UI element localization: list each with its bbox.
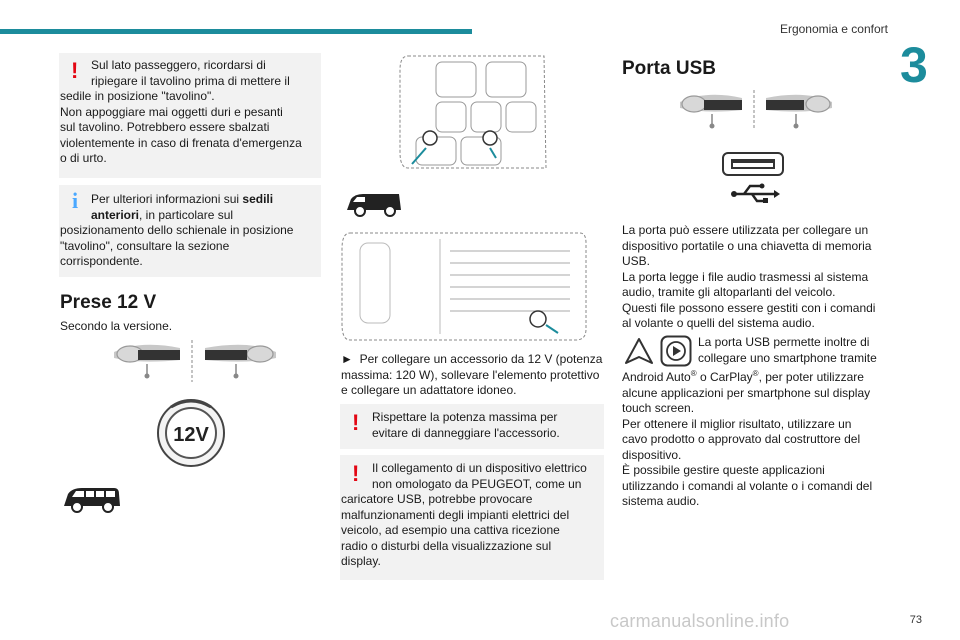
usb-line: La porta legge i file audio trasmessi al sistema xyxy=(622,269,869,284)
instruction-12v xyxy=(341,352,606,399)
warning-icon: ! xyxy=(352,410,360,435)
steering-position-illustration xyxy=(110,338,280,383)
mpv-side-icon xyxy=(62,484,122,516)
warning-line: veicolo, ad esempio una cattiva ricezione xyxy=(341,523,560,537)
page-number: 73 xyxy=(909,614,922,626)
watermark: carmanualsonline.info xyxy=(610,611,790,631)
instruction-marker: ► xyxy=(341,352,353,366)
usb-line: alcune applicazioni per smartphone sul display xyxy=(622,385,871,400)
usb-text: , per poter utilizzare xyxy=(758,370,864,384)
steering-position-illustration-usb xyxy=(676,88,836,132)
usb-line: USB. xyxy=(622,254,651,268)
usb-line: al volante o quelli del sistema audio. xyxy=(622,316,815,330)
info-line: posizionamento dello schienale in posizione xyxy=(60,223,294,237)
section-title: Ergonomia e confort xyxy=(779,22,888,36)
android-auto-text: Android Auto xyxy=(622,370,691,384)
registered-mark: ® xyxy=(752,369,759,378)
warning-text-seat-table xyxy=(60,58,318,167)
left-hand-drive-icon xyxy=(114,345,180,379)
usb-line: dispositivo. xyxy=(622,447,682,462)
heading-12v-sockets: Prese 12 V xyxy=(60,292,157,313)
heading-usb-port: Porta USB xyxy=(622,58,716,79)
info-text-bold: sedili xyxy=(242,192,274,206)
instruction-line: Per collegare un accessorio da 12 V (potenza xyxy=(359,352,603,366)
warning-line: Non appoggiare mai oggetti duri e pesanti xyxy=(60,104,283,119)
usb-line: utilizzando i comandi al volante o i comandi del xyxy=(622,478,873,493)
info-line: "tavolino", consultare la sezione xyxy=(60,238,230,253)
left-hand-drive-icon xyxy=(680,95,742,129)
van-load-floor-top-view xyxy=(340,229,588,344)
warning-line: Sul lato passeggero, ricordarsi di xyxy=(91,58,266,72)
warning-line: radio o disturbi della visualizzazione sul xyxy=(341,538,552,553)
info-icon: i xyxy=(72,188,79,213)
usb-text: o CarPlay xyxy=(696,370,753,384)
warning-line: malfunzionamenti degli impianti elettrici del xyxy=(341,507,570,522)
warning-text-max-power xyxy=(341,410,601,441)
12v-socket-illustration xyxy=(153,393,229,469)
usb-line: È possibile gestire queste applicazioni xyxy=(622,463,825,477)
warning-line: sedile in posizione "tavolino". xyxy=(60,89,215,103)
usb-line: Questi file possono essere gestiti con i comandi xyxy=(622,300,876,315)
mpv-interior-top-view xyxy=(396,52,552,172)
info-text-bold: anteriori xyxy=(91,207,140,222)
usb-paragraph-2 xyxy=(622,335,884,510)
usb-line: Per ottenere il miglior risultato, utilizzare un xyxy=(622,416,852,431)
info-text: Per ulteriori informazioni sui xyxy=(91,192,243,206)
registered-mark: ® xyxy=(690,369,697,378)
warning-line: o di urto. xyxy=(60,151,107,165)
info-line: corrispondente. xyxy=(60,254,143,268)
usb-line: dispositivo portatile o una chiavetta di memoria xyxy=(622,238,872,253)
warning-line: caricatore USB, potrebbe provocare xyxy=(341,492,533,506)
info-text: , in particolare sul xyxy=(139,207,234,222)
warning-line: violentemente in caso di frenata d'emergenza xyxy=(60,135,302,150)
warning-line: sul tavolino. Potrebbero essere sbalzati xyxy=(60,120,270,134)
right-hand-drive-icon xyxy=(205,345,276,379)
warning-icon: ! xyxy=(352,461,360,486)
info-text-front-seats xyxy=(60,188,318,270)
usb-paragraph-1 xyxy=(622,223,884,332)
usb-line: touch screen. xyxy=(622,401,695,415)
warning-line: non omologato da PEUGEOT, come un xyxy=(372,476,582,491)
warning-icon: ! xyxy=(71,58,79,83)
warning-line: ripiegare il tavolino prima di mettere il xyxy=(91,73,290,88)
usb-port-illustration xyxy=(720,150,788,208)
warning-line: evitare di danneggiare l'accessorio. xyxy=(372,425,560,440)
instruction-line: massima: 120 W), sollevare l'elemento protettivo xyxy=(341,367,600,382)
warning-text-non-approved-device xyxy=(341,461,601,570)
chapter-number: 3 xyxy=(900,37,928,93)
header-accent-bar xyxy=(0,29,472,34)
usb-icon xyxy=(736,186,774,201)
subtitle-version: Secondo la versione. xyxy=(60,319,173,333)
warning-line: display. xyxy=(341,554,381,568)
instruction-line: e collegare un adattatore idoneo. xyxy=(341,383,517,397)
usb-line: audio, tramite gli altoparlanti del veicolo. xyxy=(622,285,836,299)
usb-line: cavo prodotto o approvato dal costruttore del xyxy=(622,432,861,446)
warning-line: Il collegamento di un dispositivo elettrico xyxy=(372,461,587,475)
right-hand-drive-icon xyxy=(766,95,832,129)
van-side-icon xyxy=(345,190,403,218)
warning-line: Rispettare la potenza massima per xyxy=(372,410,558,424)
usb-line: sistema audio. xyxy=(622,494,700,508)
usb-line: La porta può essere utilizzata per collegare un xyxy=(622,223,869,237)
12v-label: 12V xyxy=(173,424,209,446)
usb-line: La porta USB permette inoltre di xyxy=(698,335,870,349)
usb-line: collegare uno smartphone tramite xyxy=(698,350,877,365)
